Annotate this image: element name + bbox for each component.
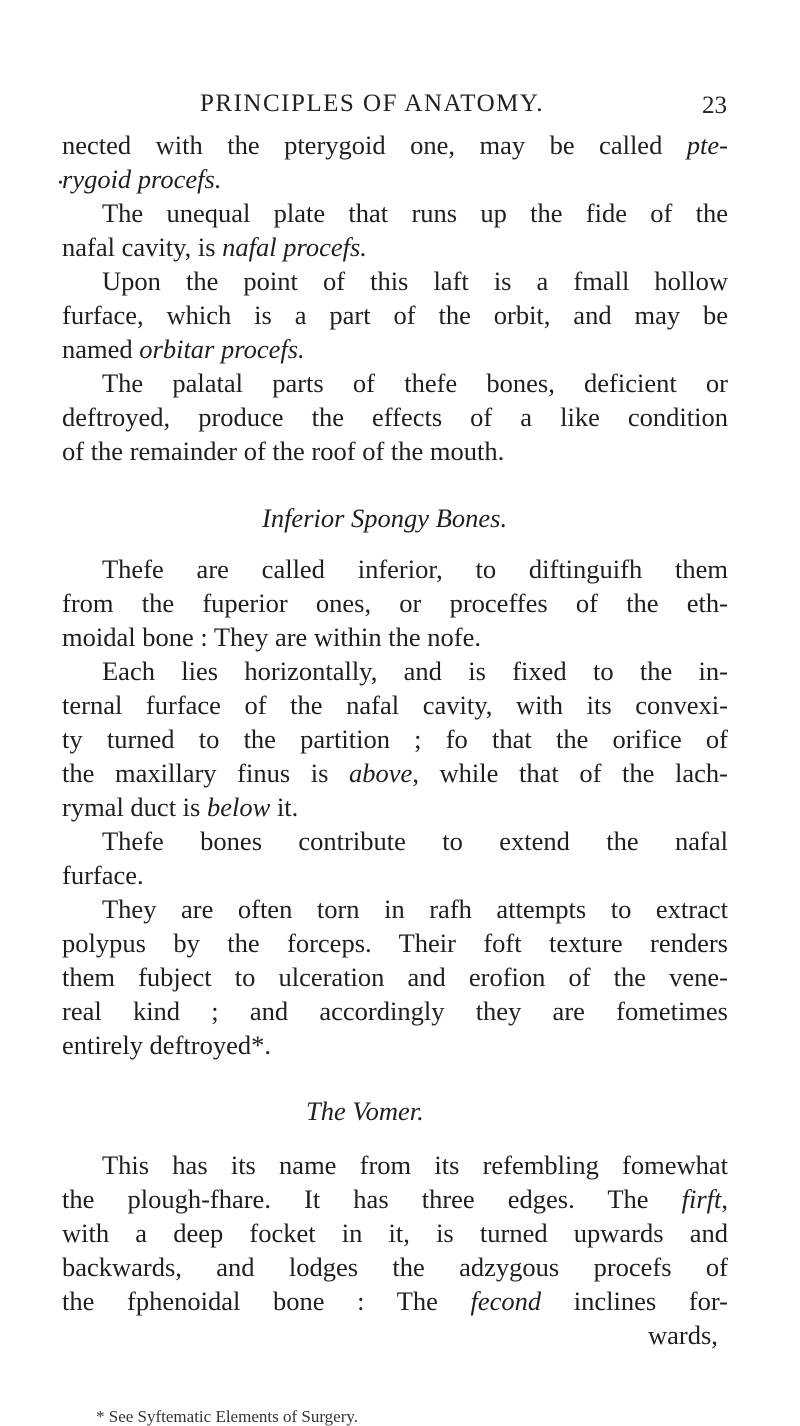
- section-heading: Inferior Spongy Bones.: [262, 503, 508, 533]
- text-line: They are often torn in rafh attempts to extract: [102, 894, 728, 924]
- text-line: furface.: [62, 860, 144, 890]
- text-line: of the remainder of the roof of the mouth.: [62, 436, 505, 466]
- text-line: named orbitar procefs.: [62, 334, 305, 364]
- text-line: Thefe are called inferior, to diftinguifh them: [102, 554, 728, 584]
- text-line: deftroyed, produce the effects of a like condition: [62, 402, 728, 432]
- text-line: ternal furface of the nafal cavity, with its convexi-: [62, 690, 728, 720]
- text-line: The palatal parts of thefe bones, deficient or: [102, 368, 728, 398]
- running-title: PRINCIPLES OF ANATOMY.: [200, 90, 544, 117]
- catchword: wards,: [648, 1320, 718, 1350]
- text-line: with a deep focket in it, is turned upwards and: [62, 1218, 728, 1248]
- text-line: furface, which is a part of the orbit, and may be: [62, 300, 728, 330]
- text-line: the plough-fhare. It has three edges. The firft,: [62, 1184, 728, 1214]
- text-line: them fubject to ulceration and erofion of the vene-: [62, 962, 728, 992]
- section-heading: The Vomer.: [306, 1096, 424, 1126]
- text-line: Each lies horizontally, and is fixed to the in-: [102, 656, 728, 686]
- margin-mark: •: [58, 176, 63, 191]
- text-line: nafal cavity, is nafal procefs.: [62, 232, 367, 262]
- text-line: Upon the point of this laft is a fmall hollow: [102, 266, 728, 296]
- page-number: 23: [702, 92, 727, 119]
- text-line: from the fuperior ones, or proceffes of the eth-: [62, 588, 728, 618]
- text-line: moidal bone : They are within the nofe.: [62, 622, 481, 652]
- text-line: rymal duct is below it.: [62, 792, 299, 822]
- text-line: ty turned to the partition ; fo that the orifice of: [62, 724, 728, 754]
- text-line: rygoid procefs.: [62, 164, 222, 194]
- text-line: the maxillary finus is above, while that of the lach-: [62, 758, 728, 788]
- footnote: * See Syftematic Elements of Surgery.: [96, 1407, 359, 1426]
- text-line: the fphenoidal bone : The fecond inclines for-: [62, 1286, 728, 1316]
- text-line: real kind ; and accordingly they are fometimes: [62, 996, 728, 1026]
- text-line: nected with the pterygoid one, may be called pte-: [62, 130, 728, 160]
- text-line: backwards, and lodges the adzygous procefs of: [62, 1252, 728, 1282]
- text-line: Thefe bones contribute to extend the nafal: [102, 826, 728, 856]
- text-line: entirely deftroyed*.: [62, 1030, 271, 1060]
- text-line: This has its name from its refembling fomewhat: [102, 1150, 728, 1180]
- text-line: polypus by the forceps. Their foft texture renders: [62, 928, 728, 958]
- text-line: The unequal plate that runs up the fide of the: [102, 198, 728, 228]
